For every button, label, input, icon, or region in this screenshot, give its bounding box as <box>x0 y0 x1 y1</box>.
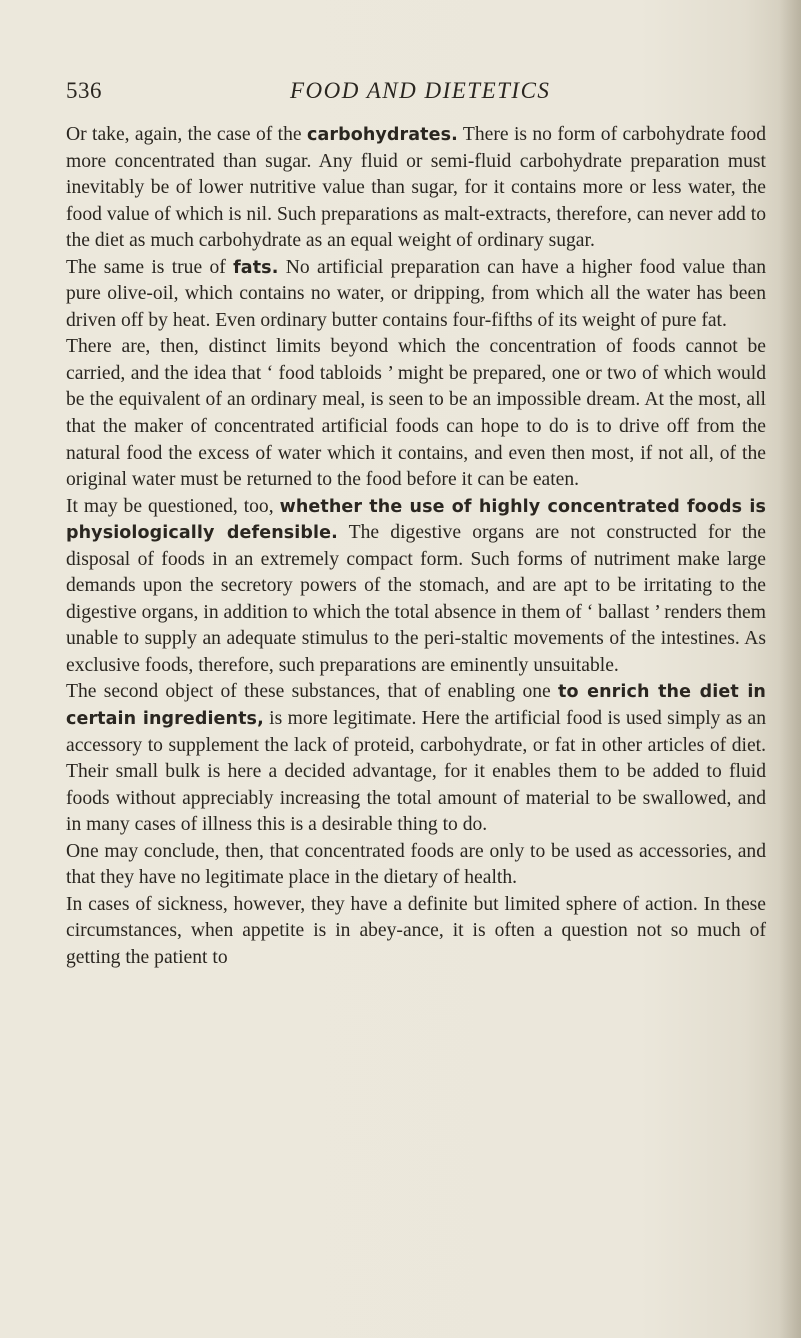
paragraph <box>66 892 766 972</box>
running-head: FOOD AND DIETETICS <box>290 78 551 103</box>
paragraph <box>66 334 766 493</box>
paragraph <box>66 679 766 838</box>
bold-term: carbohydrates. <box>306 125 458 145</box>
paragraph-text: The second object of these substances, that of enabling one <box>66 681 559 703</box>
paragraph <box>66 122 766 255</box>
paragraph-text: In cases of sickness, however, they have a definite but limited sphere of action. In these circumstances, when appetite is in abey-ance, it is often a question not so much of getting the patient to <box>66 893 766 968</box>
paragraph-text: is more legitimate. Here the artificial food is used simply as an accessory to supplement the lack of proteid, carbohydrate, or fat in other articles of diet. Their small bulk is here a decided advantage, for it enables them to be added to fluid foods without appreciably increasing the total amount of material to be swallowed, and in many cases of illness this is a desirable thing to do. <box>66 708 766 836</box>
paragraph <box>66 839 766 892</box>
paragraph-text: One may conclude, then, that concentrated foods are only to be used as accessories, and that they have no legitimate place in the dietary of health. <box>66 840 766 889</box>
page-number: 536 <box>66 78 102 103</box>
paragraph-text: Or take, again, the case of the <box>66 124 307 145</box>
paragraph-text: The same is true of <box>66 256 234 278</box>
page-edge-shadow <box>779 0 801 1338</box>
bold-term: to enrich the diet in certain ingredients, <box>66 682 766 730</box>
paragraph-text: The digestive organs are not constructed for the disposal of foods in an extremely compact form. Such forms of nutriment make large demands upon the secretory powers of the stomach, and are apt to be irritating to the digestive organs, in addition to which the total absence in them of ‘ ballast ’ renders them unable to supply an adequate stimulus to the peri-staltic movements of the intestines. As exclusive foods, therefore, such preparations are eminently unsuitable. <box>66 522 766 676</box>
paragraph-text: There is no form of carbohydrate food more concentrated than sugar. Any fluid or semi-fluid carbohydrate preparation must inevitably be of lower nutritive value than sugar, for it contains more or less water, the food value of which is nil. Such preparations as malt-extracts, therefore, can never add to the diet as much carbohydrate as an equal weight of ordinary sugar. <box>66 124 766 252</box>
paragraph-text: There are, then, distinct limits beyond which the concentration of foods cannot be carried, and the idea that ‘ food tabloids ’ might be prepared, one or two of which would be the equivalent of an ordinary meal, is seen to be an impossible dream. At the most, all that the maker of concentrated artificial foods can hope to do is to drive off from the natural food the excess of water which it contains, and even then most, if not all, of the original water must be returned to the food before it can be eaten. <box>66 336 766 491</box>
page-header <box>40 78 780 112</box>
paragraph-text: No artificial preparation can have a higher food value than pure olive-oil, which contains no water, or dripping, from which all the water has been driven off by heat. Even ordinary butter contains four-fifths of its weight of pure fat. <box>66 256 766 331</box>
bold-term: whether the use of highly concentrated foods is physiologically defensible. <box>66 496 766 544</box>
paragraph <box>66 255 766 335</box>
bold-term: fats. <box>233 257 279 278</box>
body-text <box>66 122 766 972</box>
paragraph-text: It may be questioned, too, <box>66 495 280 517</box>
paragraph <box>66 494 766 680</box>
